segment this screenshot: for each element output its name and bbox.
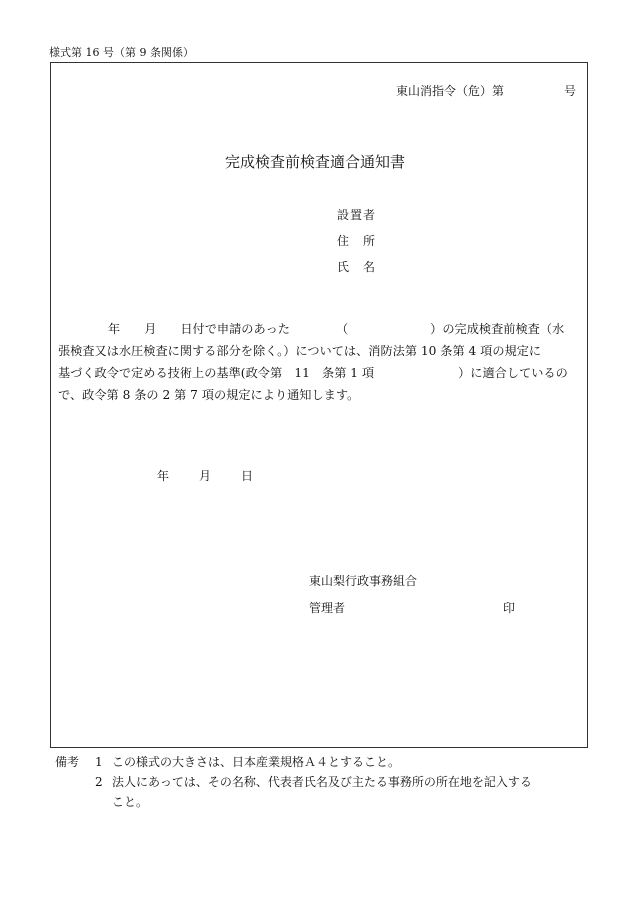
note-item-2-continuation: こと。 xyxy=(112,795,149,809)
seal-mark: 印 xyxy=(503,601,516,615)
document-title: 完成検査前検査適合通知書 xyxy=(224,153,405,171)
form-number: 様式第 16 号（第 9 条関係） xyxy=(49,46,194,59)
notice-date: 年 月 日 xyxy=(157,469,254,483)
body-line-3: 基づく政令で定める技術上の基準(政令第 11 条第 1 項 ）に適合しているの xyxy=(58,366,568,380)
notes-section xyxy=(55,752,532,812)
notes-label: 備考 xyxy=(55,755,80,769)
body-line-4: で、政令第 8 条の 2 第 7 項の規定により通知します。 xyxy=(58,388,360,402)
notice-body xyxy=(58,318,586,406)
note-item-2: 2 法人にあっては、その名称、代表者氏名及び主たる事務所の所在地を記入する xyxy=(95,775,532,789)
document-number xyxy=(396,82,576,99)
organization-name: 東山梨行政事務組合 xyxy=(309,574,418,588)
installer-label: 設置者 xyxy=(337,208,377,222)
address-label: 住 所 xyxy=(337,234,377,248)
body-line-1: 年 月 日付で申請のあった （ ）の完成検査前検査（水 xyxy=(108,322,565,336)
document-number-suffix: 号 xyxy=(563,84,576,98)
body-line-2: 張検査又は水圧検査に関する部分を除く。）については、消防法第 10 条第 4 項の規定に xyxy=(58,344,542,358)
manager-label: 管理者 xyxy=(309,601,346,615)
note-item-1: 備考 1 この様式の大きさは、日本産業規格Ａ４とすること。 xyxy=(55,752,532,772)
name-label: 氏 名 xyxy=(337,260,377,274)
document-number-prefix: 東山消指令（危）第 xyxy=(395,84,504,98)
